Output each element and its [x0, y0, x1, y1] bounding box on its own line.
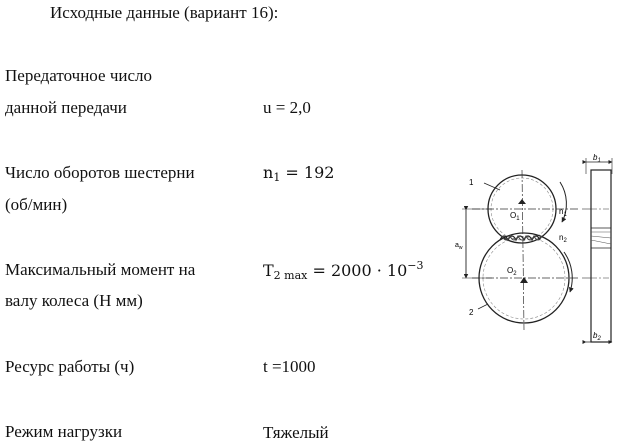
n2-label: $n_2$	[559, 233, 567, 244]
torque-label-line2: валу колеса (Н мм)	[5, 291, 143, 310]
resource-value: t =1000	[263, 357, 316, 376]
center-line	[522, 170, 524, 330]
gear-drive-diagram	[452, 152, 622, 348]
o1-triangle	[518, 199, 526, 204]
o2-label: $O_2$	[507, 266, 517, 277]
torque-exponent: −3	[407, 259, 424, 272]
gear2-label: 2	[469, 308, 474, 317]
torque-value	[263, 261, 424, 281]
page-heading: Исходные данные (вариант 16):	[50, 3, 279, 22]
n1-label: $n_1$	[559, 207, 567, 218]
gear1-label: 1	[469, 178, 474, 187]
torque-symbol: T	[263, 261, 274, 280]
side-view	[582, 170, 611, 342]
torque-rest: = 2000 · 10	[307, 261, 408, 280]
speed-symbol: n	[263, 163, 274, 182]
speed-label-line1: Число оборотов шестерни	[5, 163, 195, 182]
speed-label-line2: (об/мин)	[5, 195, 68, 214]
b1-label: $b_1$	[593, 153, 601, 164]
ratio-label-line2: данной передачи	[5, 98, 127, 117]
b2-label: $b_2$	[593, 331, 601, 342]
torque-label-line1: Максимальный момент на	[5, 260, 196, 279]
aw-label: $a_w$	[455, 242, 463, 251]
o1-label: $O_1$	[510, 211, 520, 222]
resource-label: Ресурс работы (ч)	[5, 357, 135, 376]
speed-value	[263, 163, 334, 183]
ratio-label-line1: Передаточное число	[5, 66, 152, 85]
load-label: Режим нагрузки	[5, 422, 123, 441]
speed-rest: = 192	[280, 163, 335, 182]
torque-subscript: 2 max	[273, 269, 308, 282]
load-value: Тяжелый	[263, 423, 329, 442]
ratio-value: u = 2,0	[263, 98, 311, 117]
speed-subscript: 1	[273, 171, 281, 184]
